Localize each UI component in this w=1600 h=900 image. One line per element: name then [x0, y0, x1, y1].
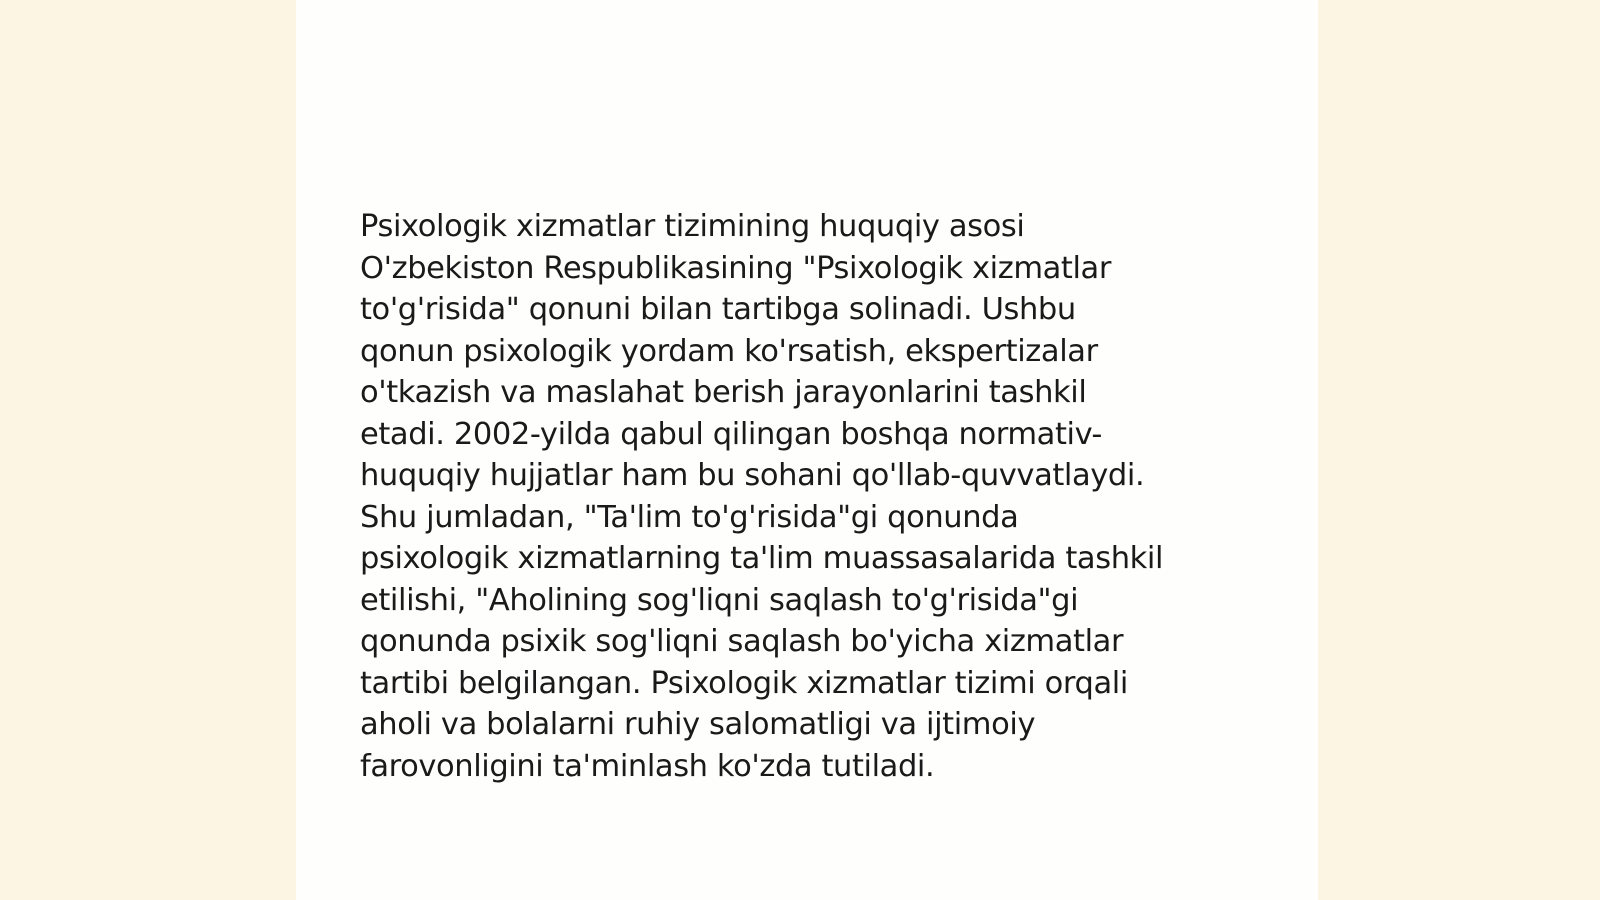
- paragraph-line: o'tkazish va maslahat berish jarayonlarini tashkil: [360, 375, 1087, 410]
- paragraph-line: psixologik xizmatlarning ta'lim muassasalarida tashkil: [360, 541, 1164, 576]
- slide-page: [296, 0, 1318, 900]
- paragraph-line: qonun psixologik yordam ko'rsatish, ekspertizalar: [360, 333, 1098, 369]
- paragraph-line: Shu jumladan, "Ta'lim to'g'risida"gi qonunda: [360, 499, 1019, 535]
- paragraph-line: Psixologik xizmatlar tizimining huquqiy asosi: [360, 209, 1025, 244]
- paragraph-line: huquqiy hujjatlar ham bu sohani qo'llab-quvvatlaydi.: [360, 458, 1145, 493]
- paragraph-line: qonunda psixik sog'liqni saqlash bo'yicha xizmatlar: [360, 624, 1124, 659]
- right-margin: [1318, 0, 1600, 900]
- paragraph-line: O'zbekiston Respublikasining "Psixologik xizmatlar: [360, 250, 1111, 286]
- paragraph-line: farovonligini ta'minlash ko'zda tutiladi.: [360, 748, 935, 784]
- paragraph-line: etadi. 2002-yilda qabul qilingan boshqa normativ-: [360, 416, 1103, 452]
- paragraph-line: etilishi, "Aholining sog'liqni saqlash to'g'risida"gi: [360, 582, 1079, 618]
- paragraph-line: aholi va bolalarni ruhiy salomatligi va ijtimoiy: [360, 707, 1036, 742]
- paragraph-line: to'g'risida" qonuni bilan tartibga solinadi. Ushbu: [360, 292, 1076, 327]
- paragraph-line: tartibi belgilangan. Psixologik xizmatlar tizimi orqali: [360, 665, 1128, 701]
- left-margin: [0, 0, 296, 900]
- slide-paragraph: [360, 206, 1260, 787]
